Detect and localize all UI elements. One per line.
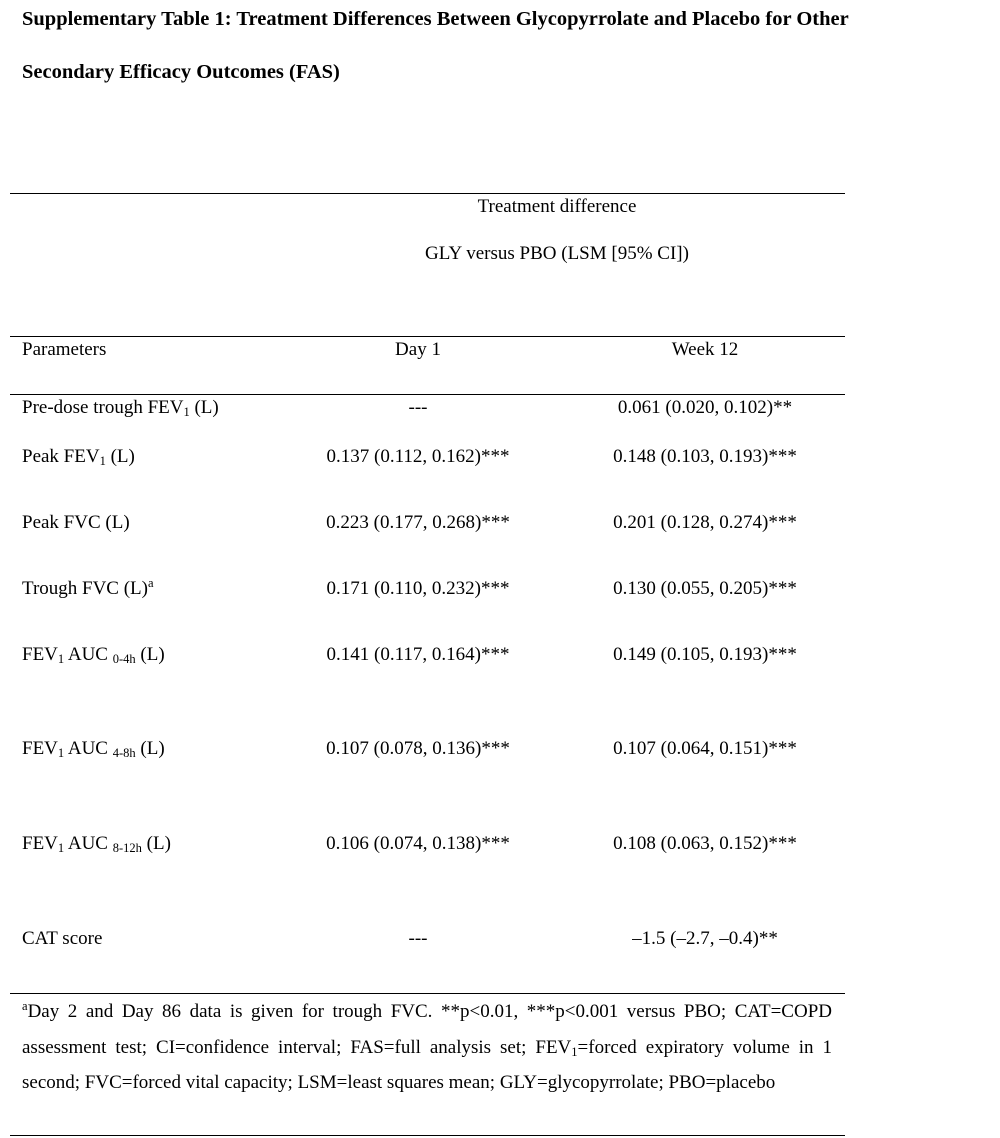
row-day1-value: 0.106 (0.074, 0.138)*** bbox=[326, 833, 510, 854]
table-title-line-1: Supplementary Table 1: Treatment Differences Between Glycopyrrolate and Placebo for Other bbox=[22, 8, 849, 30]
row-parameter: Trough FVC $(L)^a$ bbox=[22, 576, 154, 599]
row-day1-value: --- bbox=[408, 928, 428, 949]
row-day1-value: 0.223 (0.177, 0.268)*** bbox=[326, 512, 510, 533]
row-day1-value: 0.141 (0.117, 0.164)*** bbox=[326, 644, 510, 665]
column-header-day1: Day 1 bbox=[395, 339, 441, 360]
row-parameter: $FEV_1$ AUC $_{0-4h}$ (L) bbox=[22, 644, 165, 666]
row-parameter: Peak FVC (L) bbox=[22, 512, 130, 533]
row-parameter: $FEV_1$ AUC $_{8-12h}$ (L) bbox=[22, 833, 171, 855]
row-parameter: Peak $FEV_1$ (L) bbox=[22, 446, 135, 468]
row-parameter: Pre-dose trough $FEV_1$ (L) bbox=[22, 397, 219, 419]
row-day1-value: 0.107 (0.078, 0.136)*** bbox=[326, 738, 510, 759]
row-parameter: $FEV_1$ AUC $_{4-8h}$ (L) bbox=[22, 738, 165, 760]
row-week12-value: 0.148 (0.103, 0.193)*** bbox=[613, 446, 797, 467]
row-week12-value: –1.5 (–2.7, –0.4)** bbox=[632, 928, 778, 949]
table-title-line-2: Secondary Efficacy Outcomes (FAS) bbox=[22, 61, 340, 83]
row-week12-value: 0.107 (0.064, 0.151)*** bbox=[613, 738, 797, 759]
row-week12-value: 0.130 (0.055, 0.205)*** bbox=[613, 578, 797, 599]
row-week12-value: 0.201 (0.128, 0.274)*** bbox=[613, 512, 797, 533]
column-header-week12: Week 12 bbox=[671, 339, 739, 360]
row-parameter: CAT score bbox=[22, 928, 103, 949]
table-footnote: $^a$Day 2 and Day 86 data is given for trough FVC. **p<0.01, ***p<0.001 versus PBO; CAT=COPD assessment test; CI=confidence interval; FAS=full analysis set; $FEV_1=forced$ expiratory volume in 1 second; FVC=forced vital capacity; LSM=least squares mean; GLY=glycopyrrolate; PBO=placebo bbox=[22, 999, 832, 1093]
row-day1-value: --- bbox=[408, 397, 428, 418]
row-week12-value: 0.108 (0.063, 0.152)*** bbox=[613, 833, 797, 854]
row-week12-value: 0.149 (0.105, 0.193)*** bbox=[613, 644, 797, 665]
row-day1-value: 0.137 (0.112, 0.162)*** bbox=[326, 446, 510, 467]
table-top-rule bbox=[10, 193, 845, 194]
row-day1-value: 0.171 (0.110, 0.232)*** bbox=[326, 578, 510, 599]
header-rule bbox=[10, 336, 845, 337]
body-rule bbox=[10, 394, 845, 395]
table-bottom-rule bbox=[10, 1135, 845, 1136]
spanner-header-line-1: Treatment difference bbox=[477, 196, 637, 217]
column-header-parameters: Parameters bbox=[22, 339, 107, 360]
spanner-header-line-2: GLY versus PBO (LSM [95% CI]) bbox=[425, 243, 689, 264]
row-week12-value: 0.061 (0.020, 0.102)** bbox=[617, 397, 793, 418]
